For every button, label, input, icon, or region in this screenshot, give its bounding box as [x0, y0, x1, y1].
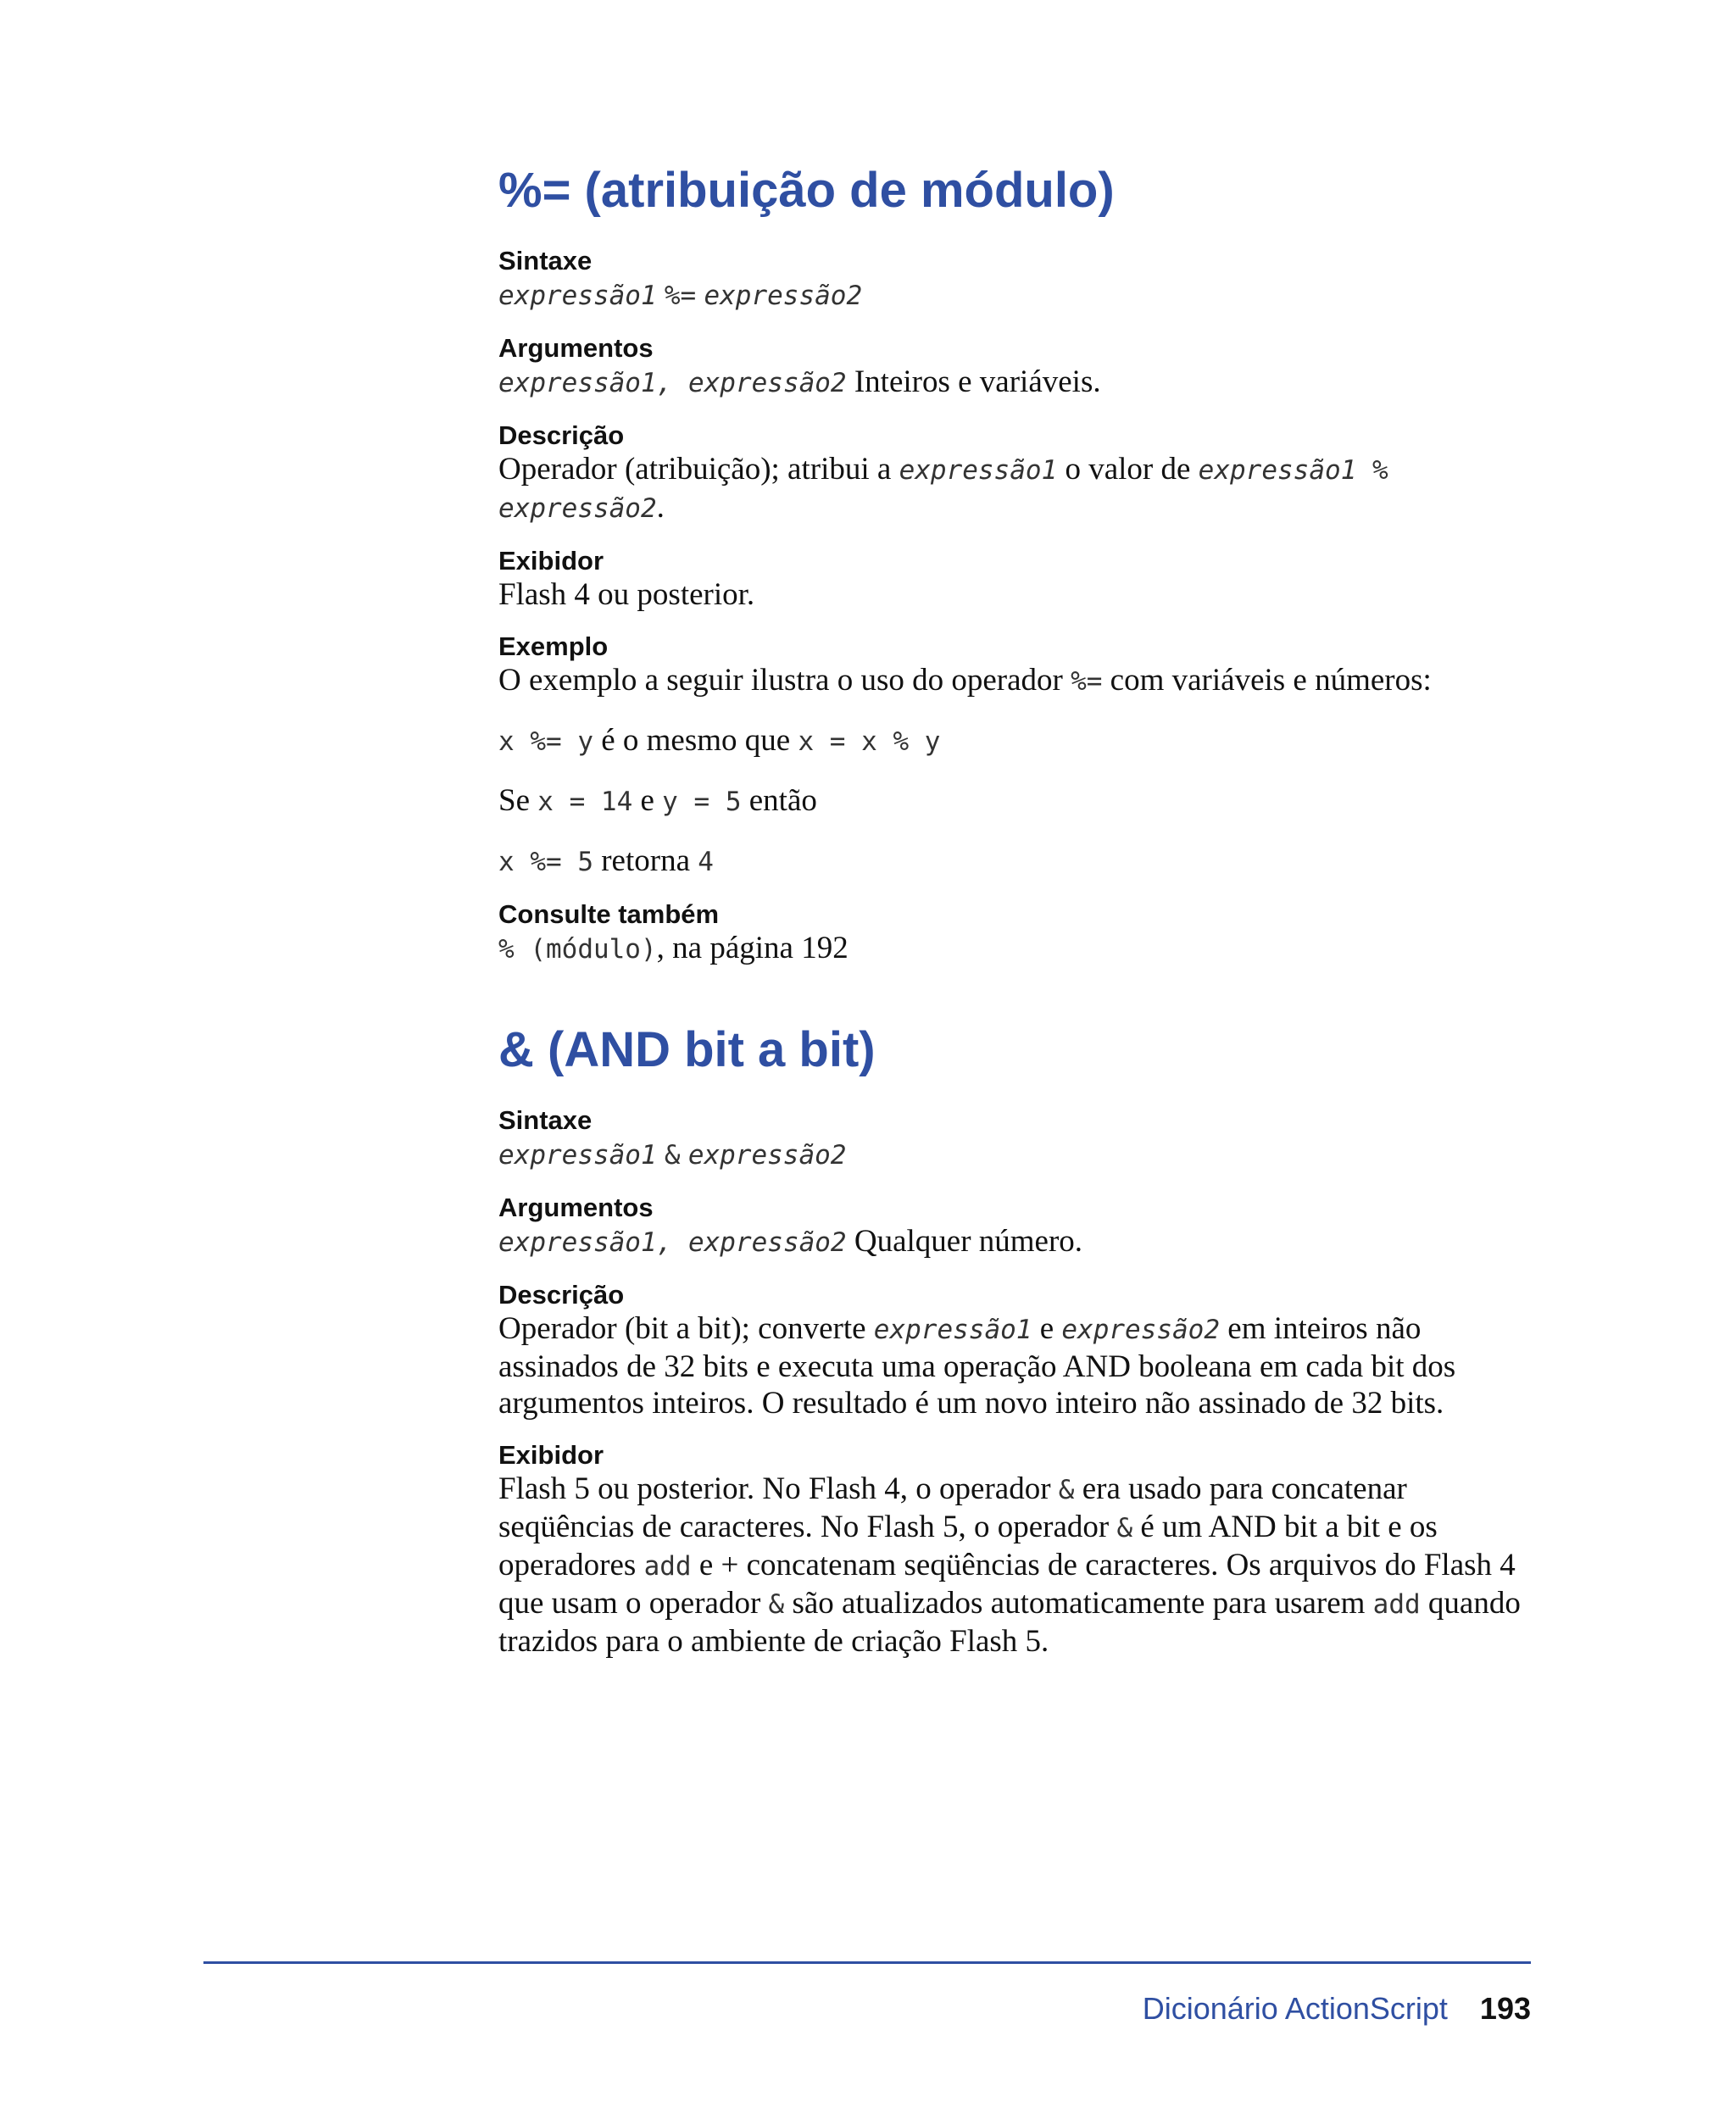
example-text-part: Se	[498, 783, 538, 818]
description-text-part: .	[656, 490, 665, 525]
player-text-part: e + concatenam seqüências de caracteres. Os arquivos do Flash 4 que usam o operador	[498, 1548, 1516, 1621]
player-code: &	[1116, 1513, 1133, 1543]
description-code: expressão1	[873, 1315, 1032, 1345]
page-number: 193	[1479, 1991, 1531, 2026]
section-title-bitwise-and: & (AND bit a bit)	[498, 1022, 876, 1077]
footer-title: Dicionário ActionScript	[1142, 1991, 1448, 2026]
page-footer	[1143, 1992, 1531, 2026]
player-code: add	[1372, 1589, 1421, 1620]
example-label: Exemplo	[498, 631, 609, 661]
description-label: Descrição	[498, 1280, 625, 1310]
example-code: x %= 5	[498, 847, 593, 877]
syntax-line	[498, 276, 1541, 314]
example-text-part: com variáveis e números:	[1102, 663, 1432, 698]
player-text-part: era usado para concatenar seqüências de caracteres. No Flash 5, o operador	[498, 1471, 1407, 1544]
see-also-line	[498, 930, 1541, 968]
description-text	[498, 1310, 1541, 1421]
example-line-3	[498, 843, 1541, 881]
example-code: x = x % y	[798, 726, 941, 757]
example-code: x = 14	[537, 787, 633, 817]
description-code: expressão2	[1061, 1315, 1221, 1345]
description-code: expressão1 %	[1198, 455, 1388, 486]
footer-divider	[203, 1961, 1531, 1964]
example-code: y = 5	[662, 787, 742, 817]
syntax-operand-2: expressão2	[687, 1140, 847, 1171]
example-code: 4	[698, 847, 714, 877]
syntax-label: Sintaxe	[498, 1105, 593, 1135]
see-also-label: Consulte também	[498, 899, 720, 929]
arguments-label: Argumentos	[498, 333, 654, 363]
section-title-modulo-assignment: %= (atribuição de módulo)	[498, 163, 1115, 218]
syntax-operand-1: expressão1	[498, 281, 657, 311]
example-intro	[498, 662, 1541, 700]
arguments-line	[498, 1223, 1541, 1261]
arguments-label: Argumentos	[498, 1193, 654, 1222]
example-text-part: e	[632, 783, 663, 818]
example-code: x %= y	[498, 726, 593, 757]
example-line-2	[498, 782, 1541, 820]
arguments-text: Inteiros e variáveis.	[854, 364, 1101, 399]
player-text-part: Flash 5 ou posterior. No Flash 4, o operador	[498, 1471, 1059, 1506]
player-label: Exibidor	[498, 1440, 604, 1470]
example-text-part: é o mesmo que	[593, 723, 798, 758]
syntax-operand-2: expressão2	[704, 281, 863, 311]
player-text-part: quando trazidos para o ambiente de criação Flash 5.	[498, 1586, 1521, 1659]
description-text-part: Operador (bit a bit); converte	[498, 1311, 874, 1346]
syntax-operator: %=	[664, 281, 697, 311]
description-text-part: e	[1032, 1311, 1062, 1346]
player-label: Exibidor	[498, 546, 604, 576]
see-also-link[interactable]: % (módulo)	[498, 934, 657, 965]
description-text-part: em inteiros não assinados de 32 bits e executa uma operação AND booleana em cada bit dos argumentos inteiros. O resultado é um novo inteiro não assinado de 32 bits.	[498, 1311, 1456, 1421]
player-text-part: são atualizados automaticamente para usarem	[784, 1586, 1373, 1621]
syntax-operand-1: expressão1	[498, 1140, 657, 1171]
description-code: expressão2	[498, 493, 657, 524]
description-text-part: o valor de	[1057, 452, 1199, 487]
arguments-line	[498, 364, 1541, 402]
example-code: %=	[1071, 666, 1103, 697]
player-code: &	[1058, 1475, 1075, 1505]
description-code: expressão1	[899, 455, 1058, 486]
player-text	[498, 1471, 1541, 1660]
player-text-part: é um AND bit a bit e os operadores	[498, 1510, 1438, 1582]
description-text-part: Operador (atribuição); atribui a	[498, 452, 899, 487]
arguments-text: Qualquer número.	[854, 1224, 1083, 1259]
player-text: Flash 4 ou posterior.	[498, 577, 755, 612]
player-code: &	[768, 1589, 785, 1620]
example-text-part: então	[741, 783, 817, 818]
description-label: Descrição	[498, 420, 625, 450]
player-code: add	[643, 1551, 692, 1582]
example-text-part: O exemplo a seguir ilustra o uso do operador	[498, 663, 1071, 698]
syntax-line	[498, 1136, 1541, 1174]
syntax-operator: &	[664, 1140, 681, 1171]
example-text-part: retorna	[593, 843, 698, 878]
arguments-code: expressão1, expressão2	[498, 368, 847, 398]
example-line-1	[498, 722, 1541, 760]
description-text	[498, 451, 1541, 527]
see-also-text: , na página 192	[656, 931, 849, 965]
arguments-code: expressão1, expressão2	[498, 1227, 847, 1258]
page-content	[498, 161, 1541, 1678]
syntax-label: Sintaxe	[498, 246, 593, 275]
